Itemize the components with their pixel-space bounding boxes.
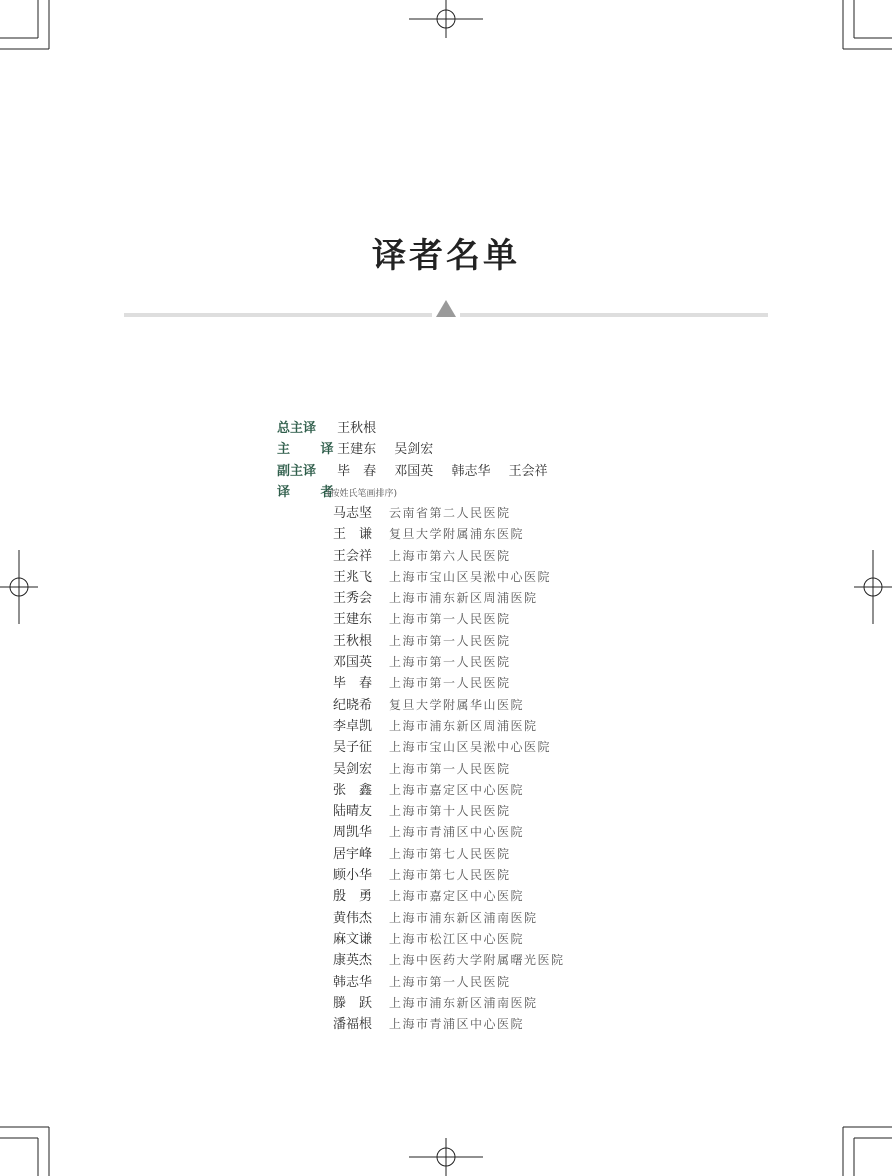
- title-divider: [124, 298, 768, 322]
- list-item: [333, 929, 565, 950]
- translator-hospital: 上海市第一人民医院: [389, 655, 511, 670]
- list-item: [333, 609, 565, 630]
- translator-name: 张 鑫: [333, 782, 373, 798]
- list-item: [333, 716, 565, 737]
- translator-name: 麻文谦: [333, 931, 373, 947]
- main-translator-label: 主 译: [277, 442, 347, 458]
- translator-hospital: 上海市宝山区吴淞中心医院: [389, 569, 552, 584]
- vice-translator-name: 毕 春: [337, 463, 377, 479]
- vice-translator-name: 韩志华: [451, 463, 491, 479]
- translator-name: 王秀会: [333, 591, 373, 607]
- list-item: [333, 524, 565, 545]
- list-item: [333, 503, 565, 524]
- translator-name: 毕 春: [333, 676, 373, 692]
- triangle-ornament-icon: [436, 300, 456, 317]
- translators-label: 译 者: [277, 484, 347, 500]
- list-item: [333, 631, 565, 652]
- translator-name: 陆晴友: [333, 804, 373, 820]
- translator-hospital: 上海市第十人民医院: [389, 804, 511, 819]
- translator-hospital: 上海市浦东新区浦南医院: [389, 995, 538, 1010]
- translator-name: 李卓凯: [333, 718, 373, 734]
- role-block: [277, 418, 562, 503]
- translator-hospital: 上海市浦东新区浦南医院: [389, 910, 538, 925]
- vice-translator-name: 邓国英: [394, 463, 434, 479]
- translator-hospital: 上海市宝山区吴淞中心医院: [389, 740, 552, 755]
- list-item: [333, 759, 565, 780]
- translator-name: 康英杰: [333, 953, 373, 969]
- translator-hospital: 上海市第七人民医院: [389, 868, 511, 883]
- page-title: 译者名单: [372, 236, 520, 276]
- list-item: [333, 908, 565, 929]
- list-item: [333, 567, 565, 588]
- translator-hospital: 上海市第六人民医院: [389, 548, 511, 563]
- translator-list: [333, 503, 565, 1035]
- chief-translator-line: [277, 418, 562, 439]
- main-translator-name: 吴剑宏: [394, 442, 434, 458]
- list-item: [333, 673, 565, 694]
- translator-hospital: 上海市第七人民医院: [389, 846, 511, 861]
- translator-hospital: 上海市第一人民医院: [389, 633, 511, 648]
- translator-hospital: 上海市松江区中心医院: [389, 931, 525, 946]
- translator-hospital: 上海市浦东新区周浦医院: [389, 591, 538, 606]
- list-item: [333, 780, 565, 801]
- translator-hospital: 上海市第一人民医院: [389, 974, 511, 989]
- list-item: [333, 546, 565, 567]
- translator-hospital: 上海市嘉定区中心医院: [389, 889, 525, 904]
- translator-name: 纪晓希: [333, 697, 373, 713]
- translator-hospital: 上海市第一人民医院: [389, 612, 511, 627]
- vice-translator-line: [277, 461, 562, 482]
- translator-name: 邓国英: [333, 655, 373, 671]
- translator-hospital: 上海市第一人民医院: [389, 761, 511, 776]
- list-item: [333, 737, 565, 758]
- translator-name: 滕 跃: [333, 995, 373, 1011]
- list-item: [333, 801, 565, 822]
- translator-name: 居宇峰: [333, 846, 373, 862]
- translator-hospital: 复旦大学附属浦东医院: [389, 527, 525, 542]
- list-item: [333, 993, 565, 1014]
- translator-name: 王建东: [333, 612, 373, 628]
- list-item: [333, 652, 565, 673]
- translator-name: 吴子征: [333, 740, 373, 756]
- list-item: [333, 950, 565, 971]
- vice-translator-name: 王会祥: [508, 463, 548, 479]
- translator-name: 潘福根: [333, 1017, 373, 1033]
- translator-name: 马志坚: [333, 506, 373, 521]
- chief-translator-label: 总主译: [277, 421, 317, 436]
- translator-hospital: 上海市青浦区中心医院: [389, 1017, 525, 1032]
- translator-name: 顾小华: [333, 868, 373, 884]
- list-item: [333, 844, 565, 865]
- translator-name: 王秋根: [333, 633, 373, 649]
- translator-name: 周凯华: [333, 825, 373, 841]
- translator-hospital: 上海中医药大学附属曙光医院: [389, 953, 565, 968]
- list-item: [333, 822, 565, 843]
- translator-name: 王会祥: [333, 548, 373, 564]
- translator-name: 王兆飞: [333, 569, 373, 585]
- chief-translator-name: 王秋根: [337, 421, 377, 436]
- translator-name: 殷 勇: [333, 889, 373, 905]
- translator-hospital: 复旦大学附属华山医院: [389, 697, 525, 712]
- list-item: [333, 1014, 565, 1035]
- list-item: [333, 972, 565, 993]
- list-item: [333, 695, 565, 716]
- translator-hospital: 上海市第一人民医院: [389, 676, 511, 691]
- translator-name: 吴剑宏: [333, 761, 373, 777]
- main-translator-name: 王建东: [337, 442, 377, 458]
- sort-note: (按姓氏笔画排序): [327, 488, 398, 499]
- translator-hospital: 上海市浦东新区周浦医院: [389, 718, 538, 733]
- main-translator-line: [277, 439, 562, 460]
- translator-hospital: 上海市嘉定区中心医院: [389, 782, 525, 797]
- translator-name: 韩志华: [333, 974, 373, 990]
- vice-translator-label: 副主译: [277, 463, 317, 479]
- translator-hospital: 上海市青浦区中心医院: [389, 825, 525, 840]
- list-item: [333, 886, 565, 907]
- translator-name: 王 谦: [333, 527, 373, 543]
- translators-line: [277, 482, 562, 503]
- translator-hospital: 云南省第二人民医院: [389, 506, 511, 520]
- list-item: [333, 588, 565, 609]
- translator-name: 黄伟杰: [333, 910, 373, 926]
- list-item: [333, 865, 565, 886]
